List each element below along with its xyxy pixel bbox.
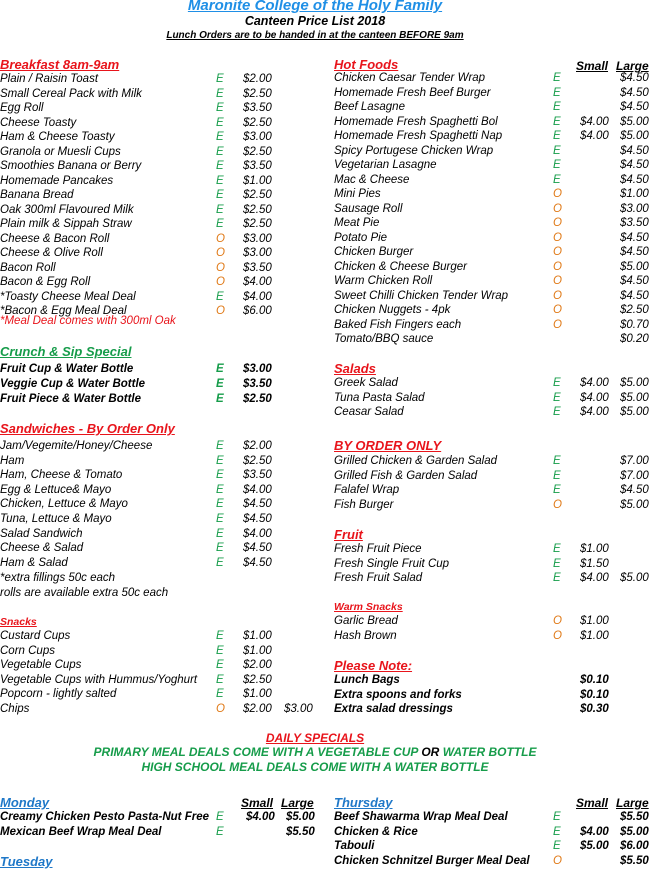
document-title: Canteen Price List 2018 xyxy=(244,14,386,28)
availability-code: O xyxy=(553,289,562,302)
availability-code: E xyxy=(553,406,561,418)
item-price: $3.50 xyxy=(243,102,272,114)
extra-name: Extra spoons and forks xyxy=(334,688,462,701)
availability-code: E xyxy=(216,102,224,114)
availability-code: O xyxy=(553,304,562,316)
thursday-item-name: Chicken Schnitzel Burger Meal Deal xyxy=(334,854,530,867)
item-price: $2.50 xyxy=(243,454,272,467)
availability-code: E xyxy=(216,145,224,158)
item-name: Veggie Cup & Water Bottle xyxy=(0,378,146,390)
item-price: $1.00 xyxy=(243,688,272,701)
item-price: $2.00 xyxy=(243,73,272,85)
item-large-price: $7.00 xyxy=(620,455,649,467)
snacks-heading: Snacks xyxy=(0,616,37,628)
item-name: Beef Lasagne xyxy=(334,101,405,113)
college-name: Maronite College of the Holy Family xyxy=(187,0,443,14)
thursday-small-header: Small xyxy=(576,796,609,810)
item-price: $2.50 xyxy=(243,145,272,158)
availability-code: E xyxy=(553,144,561,157)
availability-code: E xyxy=(216,483,224,496)
item-small-price: $4.00 xyxy=(580,406,609,418)
availability-code: E xyxy=(553,159,561,171)
item-large-price: $4.50 xyxy=(620,86,649,99)
item-name: Tuna, Lettuce & Mayo xyxy=(0,513,112,525)
item-price: $6.00 xyxy=(243,305,272,317)
availability-code: E xyxy=(553,173,561,186)
item-name: Chicken Caesar Tender Wrap xyxy=(334,72,486,84)
item-large-price: $5.00 xyxy=(620,115,649,128)
item-name: Chips xyxy=(0,703,30,715)
item-price: $1.00 xyxy=(243,630,272,642)
item-name: Homemade Pancakes xyxy=(0,174,114,187)
item-name: Cheese & Salad xyxy=(0,542,84,555)
item-name: Plain / Raisin Toast xyxy=(0,73,99,85)
high-school-meal-deal-line: HIGH SCHOOL MEAL DEALS COME WITH A WATER BOTTLE xyxy=(141,760,489,774)
extra-name: Extra salad dressings xyxy=(334,703,453,715)
item-price: $2.50 xyxy=(243,673,272,686)
extra-fillings-note: *extra fillings 50c each xyxy=(0,572,116,584)
thursday-large-price: $5.50 xyxy=(620,811,649,823)
extra-name: Lunch Bags xyxy=(334,674,400,686)
thursday-item-name: Chicken & Rice xyxy=(334,825,418,838)
availability-code: E xyxy=(553,557,561,570)
availability-code: O xyxy=(553,231,562,244)
availability-code: E xyxy=(216,556,224,569)
thursday-small-price: $4.00 xyxy=(580,825,609,838)
availability-code: E xyxy=(216,131,224,143)
availability-code: E xyxy=(216,811,224,823)
item-name: *Toasty Cheese Meal Deal xyxy=(0,290,136,303)
item-name: Potato Pie xyxy=(334,231,388,244)
item-price: $2.50 xyxy=(243,203,272,216)
rolls-note: rolls are available extra 50c each xyxy=(0,587,169,599)
availability-code: E xyxy=(216,469,224,482)
availability-code: O xyxy=(553,260,562,273)
item-name: Meat Pie xyxy=(334,217,380,229)
item-large-price: $4.50 xyxy=(620,72,649,84)
availability-code: O xyxy=(553,318,562,331)
extra-price: $0.10 xyxy=(580,674,609,686)
item-price: $4.00 xyxy=(243,527,272,540)
item-price: $4.50 xyxy=(243,513,272,525)
thursday-heading: Thursday xyxy=(334,795,393,810)
item-large-price: $4.50 xyxy=(620,231,649,244)
water-bottle-text: WATER BOTTLE xyxy=(442,745,537,759)
item-large-price: $3.50 xyxy=(620,217,649,229)
availability-code: E xyxy=(216,527,224,540)
breakfast-heading: Breakfast 8am-9am xyxy=(0,57,120,72)
item-large-price: $4.50 xyxy=(620,484,649,496)
availability-code: E xyxy=(553,101,561,113)
item-large-price: $3.00 xyxy=(284,703,313,715)
item-name: Mini Pies xyxy=(334,188,381,200)
item-name: Ham xyxy=(0,454,25,467)
item-name: Cheese & Bacon Roll xyxy=(0,232,110,245)
item-name: Small Cereal Pack with Milk xyxy=(0,87,142,100)
item-large-price: $0.20 xyxy=(620,333,649,345)
item-large-price: $5.00 xyxy=(620,406,649,418)
item-name: Hash Brown xyxy=(334,629,397,642)
please-note-heading: Please Note: xyxy=(334,658,413,673)
availability-code: O xyxy=(553,188,562,200)
or-text: OR xyxy=(421,745,440,759)
availability-code: O xyxy=(216,305,225,317)
by-order-only-heading: BY ORDER ONLY xyxy=(334,438,442,453)
item-small-price: $1.00 xyxy=(580,629,609,642)
item-name: Fruit Piece & Water Bottle xyxy=(0,393,142,405)
availability-code: E xyxy=(216,73,224,85)
item-name: Chicken, Lettuce & Mayo xyxy=(0,498,128,511)
item-price: $2.50 xyxy=(243,87,272,100)
availability-code: O xyxy=(216,703,225,715)
monday-small-price: $4.00 xyxy=(246,811,275,823)
warm-snacks-heading: Warm Snacks xyxy=(334,601,403,613)
item-price: $3.50 xyxy=(243,378,272,390)
availability-code: E xyxy=(553,115,561,128)
item-price: $4.50 xyxy=(243,556,272,569)
item-name: Bacon & Egg Roll xyxy=(0,276,91,288)
item-name: Fresh Fruit Salad xyxy=(334,572,423,584)
availability-code: E xyxy=(553,377,561,389)
item-name: Sweet Chilli Chicken Tender Wrap xyxy=(334,289,509,302)
item-name: Oak 300ml Flavoured Milk xyxy=(0,203,134,216)
item-name: Jam/Vegemite/Honey/Cheese xyxy=(0,440,153,452)
item-large-price: $5.00 xyxy=(620,498,649,511)
item-price: $3.50 xyxy=(243,469,272,482)
thursday-item-name: Beef Shawarma Wrap Meal Deal xyxy=(334,811,508,823)
item-price: $4.00 xyxy=(243,290,272,303)
item-name: Ham & Cheese Toasty xyxy=(0,131,115,143)
primary-meal-deal-text: PRIMARY MEAL DEALS COME WITH A VEGETABLE CUP xyxy=(93,745,418,759)
item-large-price: $4.50 xyxy=(620,246,649,258)
item-price: $3.50 xyxy=(243,261,272,274)
item-small-price: $4.00 xyxy=(580,391,609,404)
availability-code: E xyxy=(216,644,224,657)
thursday-large-header: Large xyxy=(616,796,649,810)
small-column-header: Small xyxy=(576,59,609,73)
availability-code: O xyxy=(553,498,562,511)
availability-code: O xyxy=(553,615,562,627)
item-large-price: $1.00 xyxy=(620,188,649,200)
item-large-price: $2.50 xyxy=(620,304,649,316)
item-name: Sausage Roll xyxy=(334,202,403,215)
availability-code: E xyxy=(216,378,224,390)
item-large-price: $0.70 xyxy=(620,318,649,331)
item-name: Spicy Portugese Chicken Wrap xyxy=(334,144,494,157)
item-price: $3.00 xyxy=(243,363,272,375)
item-name: Ham & Salad xyxy=(0,556,68,569)
item-small-price: $1.50 xyxy=(580,557,609,570)
crunch-sip-heading: Crunch & Sip Special xyxy=(0,344,132,359)
item-price: $3.50 xyxy=(243,160,272,172)
item-name: Plain milk & Sippah Straw xyxy=(0,218,132,230)
item-name: Fresh Single Fruit Cup xyxy=(334,557,450,570)
daily-specials-title: DAILY SPECIALS xyxy=(265,731,365,745)
extra-price: $0.10 xyxy=(580,688,609,701)
availability-code: E xyxy=(216,160,224,172)
item-name: Falafel Wrap xyxy=(334,484,400,496)
item-price: $2.50 xyxy=(243,116,272,129)
availability-code: E xyxy=(216,673,224,686)
item-price: $2.00 xyxy=(243,703,272,715)
availability-code: E xyxy=(216,116,224,129)
item-large-price: $7.00 xyxy=(620,469,649,482)
availability-code: O xyxy=(553,854,562,867)
monday-small-header: Small xyxy=(241,796,274,810)
item-name: Vegetable Cups with Hummus/Yoghurt xyxy=(0,673,198,686)
item-price: $1.00 xyxy=(243,174,272,187)
item-name: Warm Chicken Roll xyxy=(334,275,433,287)
thursday-large-price: $6.00 xyxy=(620,840,649,852)
sandwiches-heading: Sandwiches - By Order Only xyxy=(0,421,175,436)
item-name: Cheese & Olive Roll xyxy=(0,247,103,259)
item-large-price: $3.00 xyxy=(620,202,649,215)
availability-code: E xyxy=(216,218,224,230)
item-name: Ceasar Salad xyxy=(334,406,404,418)
availability-code: E xyxy=(553,86,561,99)
item-price: $2.50 xyxy=(243,393,272,405)
item-name: Fish Burger xyxy=(334,498,394,511)
availability-code: E xyxy=(216,87,224,100)
item-name: Mac & Cheese xyxy=(334,173,410,186)
extra-price: $0.30 xyxy=(580,703,609,715)
item-name: Granola or Muesli Cups xyxy=(0,145,121,158)
item-price: $2.00 xyxy=(243,659,272,672)
availability-code: O xyxy=(216,232,225,245)
item-name: Homemade Fresh Beef Burger xyxy=(334,86,491,99)
availability-code: E xyxy=(216,440,224,452)
availability-code: E xyxy=(553,130,561,142)
item-name: Custard Cups xyxy=(0,630,71,642)
availability-code: E xyxy=(553,484,561,496)
item-name: Tomato/BBQ sauce xyxy=(334,333,434,345)
salads-heading: Salads xyxy=(334,361,376,376)
item-price: $3.00 xyxy=(243,131,272,143)
availability-code: E xyxy=(216,825,224,838)
item-name: Grilled Chicken & Garden Salad xyxy=(334,455,497,467)
item-large-price: $4.50 xyxy=(620,173,649,186)
availability-code: E xyxy=(553,391,561,404)
meal-deal-note: *Meal Deal comes with 300ml Oak xyxy=(0,315,176,327)
availability-code: E xyxy=(553,840,561,852)
monday-large-header: Large xyxy=(281,796,314,810)
availability-code: O xyxy=(553,275,562,287)
item-price: $2.00 xyxy=(243,440,272,452)
item-name: Greek Salad xyxy=(334,377,398,389)
item-price: $1.00 xyxy=(243,644,272,657)
item-price: $4.00 xyxy=(243,276,272,288)
item-name: Chicken Burger xyxy=(334,246,414,258)
item-name: Ham, Cheese & Tomato xyxy=(0,469,123,482)
fruit-heading: Fruit xyxy=(334,527,363,542)
item-name: Corn Cups xyxy=(0,644,55,657)
availability-code: E xyxy=(216,203,224,216)
item-large-price: $5.00 xyxy=(620,572,649,584)
availability-code: E xyxy=(216,393,224,405)
item-large-price: $4.50 xyxy=(620,289,649,302)
item-name: Baked Fish Fingers each xyxy=(334,318,462,331)
item-name: Salad Sandwich xyxy=(0,527,83,540)
availability-code: E xyxy=(216,688,224,701)
thursday-large-price: $5.00 xyxy=(620,825,649,838)
availability-code: E xyxy=(216,513,224,525)
item-name: Fresh Fruit Piece xyxy=(334,543,422,555)
item-small-price: $4.00 xyxy=(580,115,609,128)
item-price: $4.50 xyxy=(243,498,272,511)
item-name: Chicken & Cheese Burger xyxy=(334,260,467,273)
item-name: Egg Roll xyxy=(0,102,44,114)
item-large-price: $5.00 xyxy=(620,391,649,404)
item-name: *Bacon & Egg Meal Deal xyxy=(0,305,127,317)
availability-code: O xyxy=(216,276,225,288)
availability-code: E xyxy=(553,469,561,482)
item-name: Garlic Bread xyxy=(334,615,398,627)
availability-code: O xyxy=(216,247,225,259)
monday-large-price: $5.00 xyxy=(286,811,315,823)
availability-code: O xyxy=(216,261,225,274)
large-column-header: Large xyxy=(616,59,649,73)
lunch-order-notice: Lunch Orders are to be handed in at the canteen BEFORE 9am xyxy=(166,30,464,41)
availability-code: E xyxy=(216,542,224,555)
item-name: Cheese Toasty xyxy=(0,116,77,129)
item-small-price: $4.00 xyxy=(580,377,609,389)
item-name: Fruit Cup & Water Bottle xyxy=(0,363,134,375)
availability-code: E xyxy=(216,290,224,303)
item-name: Smoothies Banana or Berry xyxy=(0,160,142,172)
item-price: $4.00 xyxy=(243,483,272,496)
item-name: Homemade Fresh Spaghetti Bol xyxy=(334,115,498,128)
availability-code: E xyxy=(216,174,224,187)
availability-code: E xyxy=(553,811,561,823)
availability-code: E xyxy=(553,455,561,467)
availability-code: E xyxy=(216,189,224,201)
item-price: $4.50 xyxy=(243,542,272,555)
item-name: Vegetarian Lasagne xyxy=(334,159,437,171)
item-large-price: $4.50 xyxy=(620,144,649,157)
item-name: Chicken Nuggets - 4pk xyxy=(334,304,451,316)
availability-code: O xyxy=(553,217,562,229)
item-name: Vegetable Cups xyxy=(0,659,82,672)
availability-code: E xyxy=(216,659,224,672)
item-name: Bacon Roll xyxy=(0,261,56,274)
availability-code: E xyxy=(553,72,561,84)
item-large-price: $4.50 xyxy=(620,101,649,113)
item-large-price: $5.00 xyxy=(620,130,649,142)
item-small-price: $4.00 xyxy=(580,130,609,142)
item-price: $3.00 xyxy=(243,232,272,245)
item-name: Egg & Lettuce& Mayo xyxy=(0,483,112,496)
item-price: $3.00 xyxy=(243,247,272,259)
item-large-price: $5.00 xyxy=(620,260,649,273)
availability-code: E xyxy=(216,630,224,642)
thursday-large-price: $5.50 xyxy=(620,854,649,867)
item-large-price: $5.00 xyxy=(620,377,649,389)
availability-code: E xyxy=(216,454,224,467)
monday-item-name: Creamy Chicken Pesto Pasta-Nut Free xyxy=(0,811,209,823)
availability-code: E xyxy=(216,498,224,511)
item-price: $2.50 xyxy=(243,189,272,201)
availability-code: E xyxy=(216,363,224,375)
item-small-price: $1.00 xyxy=(580,543,609,555)
item-name: Homemade Fresh Spaghetti Nap xyxy=(334,130,503,142)
hot-foods-heading: Hot Foods xyxy=(334,57,399,72)
item-name: Popcorn - lightly salted xyxy=(0,688,117,701)
availability-code: O xyxy=(553,246,562,258)
monday-large-price: $5.50 xyxy=(286,825,315,838)
tuesday-heading: Tuesday xyxy=(0,854,53,869)
availability-code: O xyxy=(553,629,562,642)
item-small-price: $1.00 xyxy=(580,615,609,627)
item-name: Grilled Fish & Garden Salad xyxy=(334,469,478,482)
availability-code: E xyxy=(553,543,561,555)
primary-meal-deal-line xyxy=(0,746,630,758)
thursday-item-name: Tabouli xyxy=(334,840,375,852)
monday-heading: Monday xyxy=(0,795,50,810)
item-large-price: $4.50 xyxy=(620,275,649,287)
availability-code: E xyxy=(553,825,561,838)
item-name: Tuna Pasta Salad xyxy=(334,391,425,404)
monday-item-name: Mexican Beef Wrap Meal Deal xyxy=(0,825,162,838)
availability-code: E xyxy=(553,572,561,584)
availability-code: O xyxy=(553,202,562,215)
item-large-price: $4.50 xyxy=(620,159,649,171)
item-name: Banana Bread xyxy=(0,189,74,201)
thursday-small-price: $5.00 xyxy=(580,840,609,852)
item-price: $2.50 xyxy=(243,218,272,230)
item-small-price: $4.00 xyxy=(580,572,609,584)
